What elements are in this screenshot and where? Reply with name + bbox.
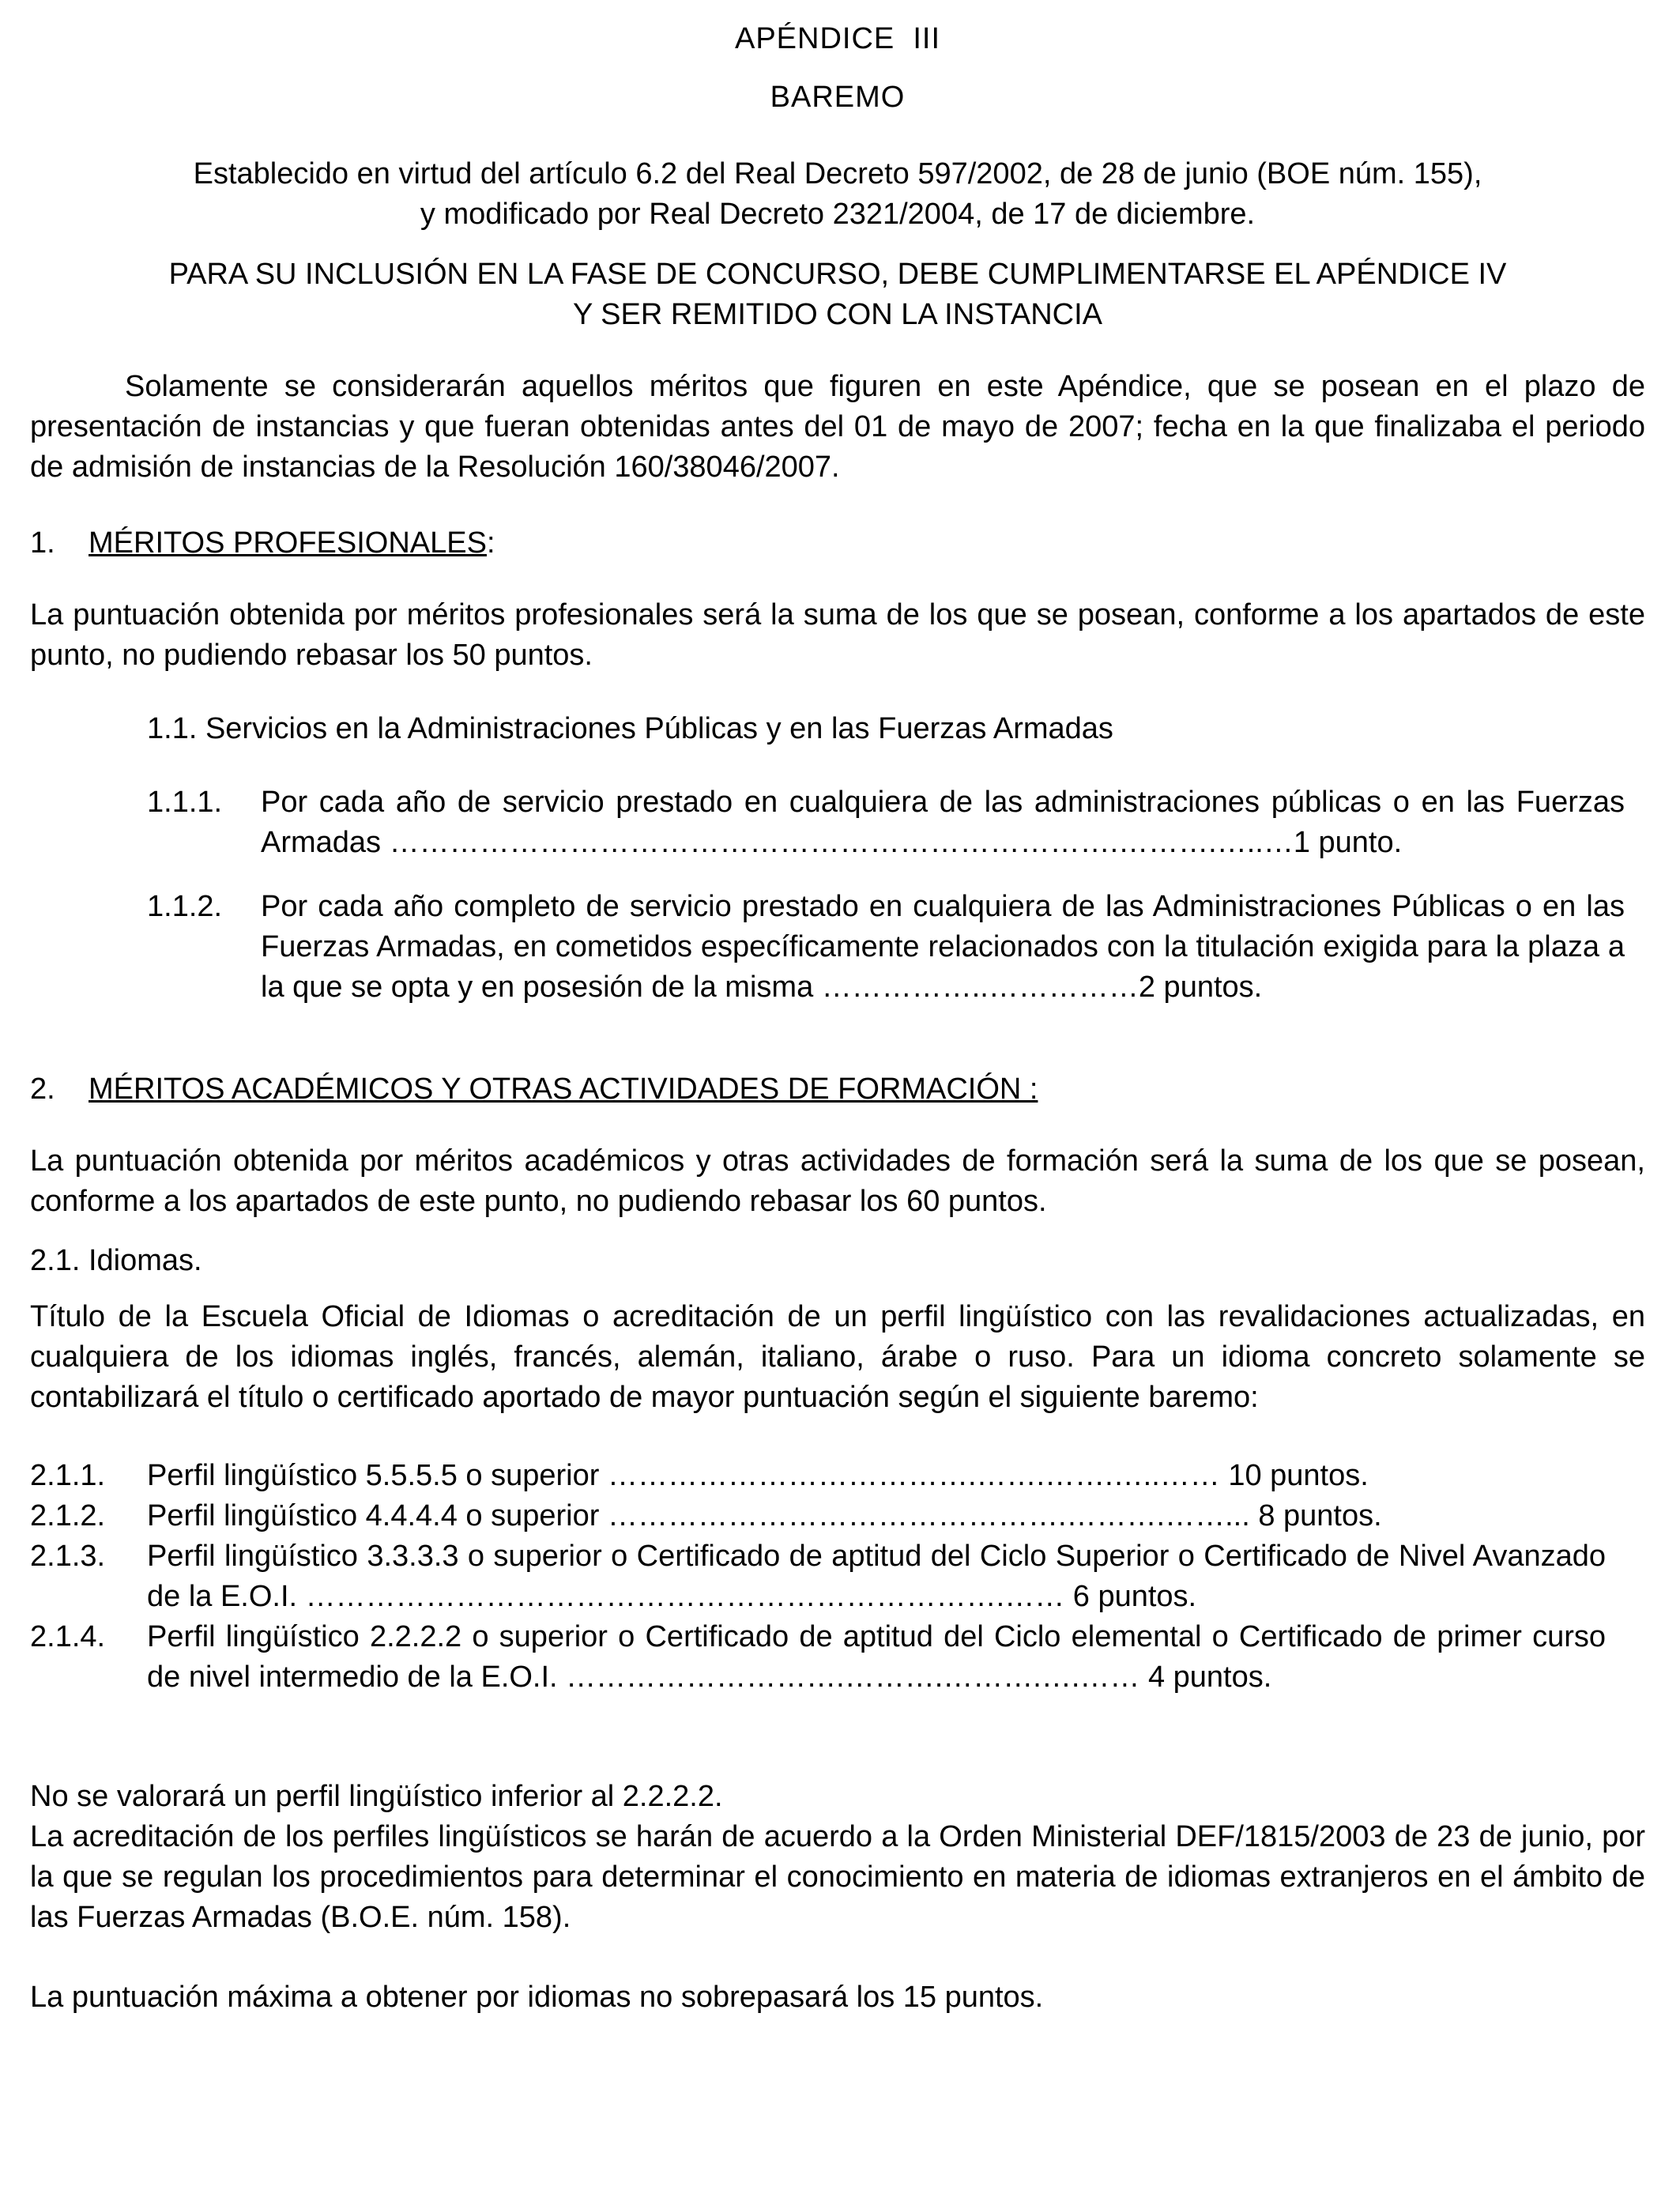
appendix-title: APÉNDICE III (734, 22, 941, 55)
level-number: 2.1.4. (30, 1620, 106, 1653)
item-number: 1.1.2. (147, 890, 223, 923)
item-text: Por cada año de servicio prestado en cualquiera de las administraciones públicas o en las Fuerzas Armadas ……………………………………………………………….……….…..…1 punto. (261, 786, 1625, 859)
section-2-title: MÉRITOS ACADÉMICOS Y OTRAS ACTIVIDADES DE FORMACIÓN : (89, 1072, 1038, 1106)
subsection-2-1-text: Título de la Escuela Oficial de Idiomas o acreditación de un perfil lingüístico con las revalidaciones actualizadas, en cualquiera de los idiomas inglés, francés, alemán, italiano, árabe o ruso. Para un idioma concreto solamente se contabilizará el título o certificado aportado de mayor puntuación según el siguiente baremo: (30, 1300, 1645, 1414)
level-text: Perfil lingüístico 5.5.5.5 o superior ……………………………….…….…….…..…… 10 puntos. (147, 1459, 1369, 1492)
section-2-heading (30, 1069, 1645, 1110)
section-1-title: MÉRITOS PROFESIONALES (89, 526, 487, 560)
section-1-number: 1. (30, 526, 55, 560)
level-number: 2.1.1. (30, 1459, 106, 1492)
section-2-text: La puntuación obtenida por méritos académicos y otras actividades de formación será la suma de los que se posean, conforme a los apartados de este punto, no pudiendo rebasar los 60 puntos. (30, 1144, 1645, 1218)
notice-line-1: PARA SU INCLUSIÓN EN LA FASE DE CONCURSO, DEBE CUMPLIMENTARSE EL APÉNDICE IV (168, 258, 1507, 291)
established-line-1: Establecido en virtud del artículo 6.2 del Real Decreto 597/2002, de 28 de junio (BOE núm. 155), (193, 157, 1482, 190)
established-note (30, 154, 1645, 235)
document-title: BAREMO (770, 81, 906, 114)
minimum-level-note: No se valorará un perfil lingüístico inferior al 2.2.2.2. (30, 1780, 723, 1813)
subsection-2-1-title: 2.1. Idiomas. (30, 1244, 202, 1277)
list-item (30, 1536, 1645, 1617)
notice-line-2: Y SER REMITIDO CON LA INSTANCIA (572, 298, 1103, 331)
item-number: 1.1.1. (147, 786, 223, 819)
list-item (30, 1496, 1645, 1536)
subsection-1-1-title: 1.1. Servicios en la Administraciones Públicas y en las Fuerzas Armadas (147, 712, 1113, 745)
list-item (30, 1617, 1645, 1698)
level-text: Perfil lingüístico 3.3.3.3 o superior o Certificado de aptitud del Ciclo Superior o Certificado de Nivel Avanzado de la E.O.I. …………………………………………………………….…… 6 puntos. (147, 1540, 1606, 1613)
document-page (30, 17, 1645, 2018)
item-1-1-1 (30, 782, 1645, 863)
language-levels-list (30, 1456, 1645, 1698)
section-2-number: 2. (30, 1072, 55, 1106)
section-1-text: La puntuación obtenida por méritos profesionales será la suma de los que se posean, conforme a los apartados de este punto, no pudiendo rebasar los 50 puntos. (30, 598, 1645, 672)
maximum-score-note: La puntuación máxima a obtener por idiomas no sobrepasará los 15 puntos. (30, 1981, 1044, 2014)
section-1-title-suffix: : (486, 526, 495, 560)
intro-paragraph: Solamente se considerarán aquellos méritos que figuren en este Apéndice, que se posean en el plazo de presentación de instancias y que fueran obtenidas antes del 01 de mayo de 2007; fecha en la que finalizaba el periodo de admisión de instancias de la Resolución 160/38046/2007. (30, 370, 1645, 484)
inclusion-notice (30, 254, 1645, 335)
established-line-2: y modificado por Real Decreto 2321/2004, de 17 de diciembre. (420, 198, 1256, 231)
accreditation-note: La acreditación de los perfiles lingüísticos se harán de acuerdo a la Orden Ministerial DEF/1815/2003 de 23 de junio, por la que se regulan los procedimientos para determinar el conocimiento en materia de idiomas extranjeros en el ámbito de las Fuerzas Armadas (B.O.E. núm. 158). (30, 1820, 1645, 1934)
level-text: Perfil lingüístico 2.2.2.2 o superior o Certificado de aptitud del Ciclo elemental o Certificado de primer curso de nivel intermedio de la E.O.I. ……………………….……….……….….…… 4 puntos. (147, 1620, 1606, 1694)
item-text: Por cada año completo de servicio prestado en cualquiera de las Administraciones Públicas o en las Fuerzas Armadas, en cometidos específicamente relacionados con la titulación exigida para la plaza a la que se opta y en posesión de la misma ……………..……………2 puntos. (261, 890, 1625, 1004)
level-number: 2.1.2. (30, 1499, 106, 1532)
section-1-heading (30, 523, 1645, 564)
level-text: Perfil lingüístico 4.4.4.4 o superior ……………………………………….……….……... 8 puntos. (147, 1499, 1382, 1532)
level-number: 2.1.3. (30, 1540, 106, 1573)
item-1-1-2 (30, 887, 1645, 1008)
list-item (30, 1456, 1645, 1496)
